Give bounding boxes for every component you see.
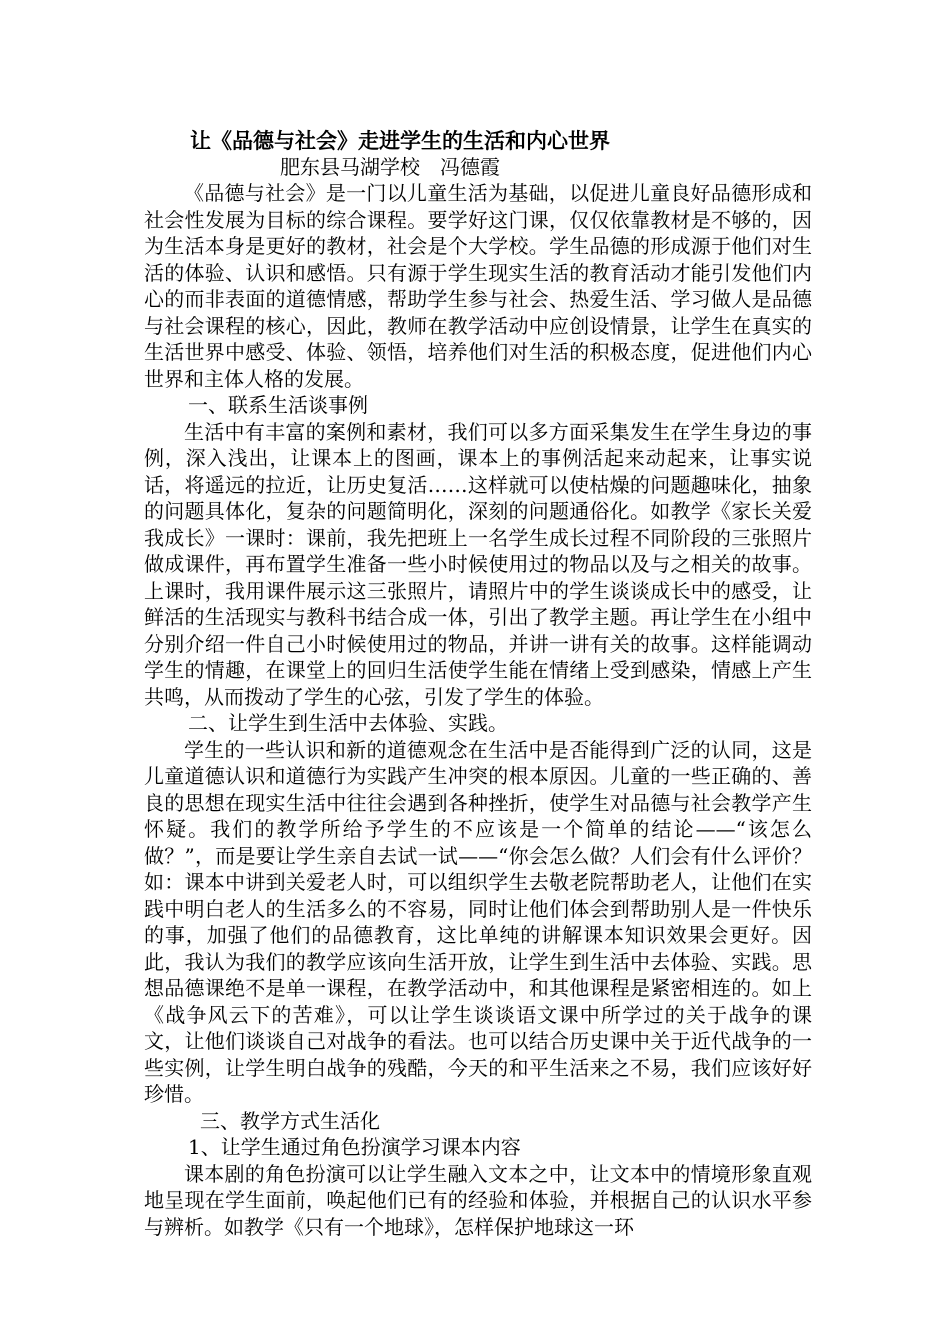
paragraph-section-3-1: 课本剧的角色扮演可以让学生融入文本之中，让文本中的情境形象直观地呈现在学生面前，唤起他们已有的经验和体验，并根据自己的认识水平参与辨析。如教学《只有一个地球》，怎样保护地球这一环 bbox=[144, 1161, 812, 1239]
article-body bbox=[144, 128, 812, 1240]
section-heading-1: 一、联系生活谈事例 bbox=[188, 393, 368, 417]
section-heading-2: 二、让学生到生活中去体验、实践。 bbox=[188, 711, 508, 735]
paragraph-section-1: 生活中有丰富的案例和素材，我们可以多方面采集发生在学生身边的事例，深入浅出，让课本上的图画，课本上的事例活起来动起来，让事实说话，将遥远的拉近，让历史复活……这样就可以使枯燥的问题趣味化，抽象的问题具体化，复杂的问题简明化，深刻的问题通俗化。如教学《家长关爱我成长》一课时：课前，我先把班上一名学生成长过程不同阶段的三张照片做成课件，再布置学生准备一些小时候使用过的物品以及与之相关的故事。上课时，我用课件展示这三张照片，请照片中的学生谈谈成长中的感受，让鲜活的生活现实与教科书结合成一体，引出了教学主题。再让学生在小组中分别介绍一件自己小时候使用过的物品，并讲一讲有关的故事。这样能调动学生的情趣，在课堂上的回归生活使学生能在情绪上受到感染，情感上产生共鸣，从而拨动了学生的心弦，引发了学生的体验。 bbox=[144, 419, 812, 709]
paragraph-section-2: 学生的一些认识和新的道德观念在生活中是否能得到广泛的认同，这是儿童道德认识和道德行为实践产生冲突的根本原因。儿童的一些正确的、善良的思想在现实生活中往往会遇到各种挫折，使学生对品德与社会教学产生怀疑。我们的教学所给予学生的不应该是一个简单的结论——“该怎么做？”，而是要让学生亲自去试一试——“你会怎么做？人们会有什么评价？如：课本中讲到关爱老人时，可以组织学生去敬老院帮助老人，让他们在实践中明白老人的生活多么的不容易，同时让他们体会到帮助别人是一件快乐的事，加强了他们的品德教育，这比单纯的讲解课本知识效果会更好。因此，我认为我们的教学应该向生活开放，让学生到生活中去体验、实践。思想品德课绝不是单一课程，在教学活动中，和其他课程是紧密相连的。如上《战争风云下的苦难》，可以让学生谈谈语文课中所学过的关于战争的课文，让他们谈谈自己对战争的看法。也可以结合历史课中关于近代战争的一些实例，让学生明白战争的残酷，今天的和平生活来之不易，我们应该好好珍惜。 bbox=[144, 737, 812, 1106]
article-title: 让《品德与社会》走进学生的生活和内心世界 bbox=[190, 129, 610, 153]
article-author: 肥东县马湖学校 冯德霞 bbox=[280, 155, 500, 179]
paragraph-intro: 《品德与社会》是一门以儿童生活为基础，以促进儿童良好品德形成和社会性发展为目标的综合课程。要学好这门课，仅仅依靠教材是不够的，因为生活本身是更好的教材，社会是个大学校。学生品德的形成源于他们对生活的体验、认识和感悟。只有源于学生现实生活的教育活动才能引发他们内心的而非表面的道德情感，帮助学生参与社会、热爱生活、学习做人是品德与社会课程的核心，因此，教师在教学活动中应创设情景，让学生在真实的生活世界中感受、体验、领悟，培养他们对生活的积极态度，促进他们内心世界和主体人格的发展。 bbox=[144, 181, 812, 391]
subsection-heading-3-1: 1、让学生通过角色扮演学习课本内容 bbox=[188, 1135, 521, 1159]
section-heading-3: 三、教学方式生活化 bbox=[200, 1108, 380, 1133]
